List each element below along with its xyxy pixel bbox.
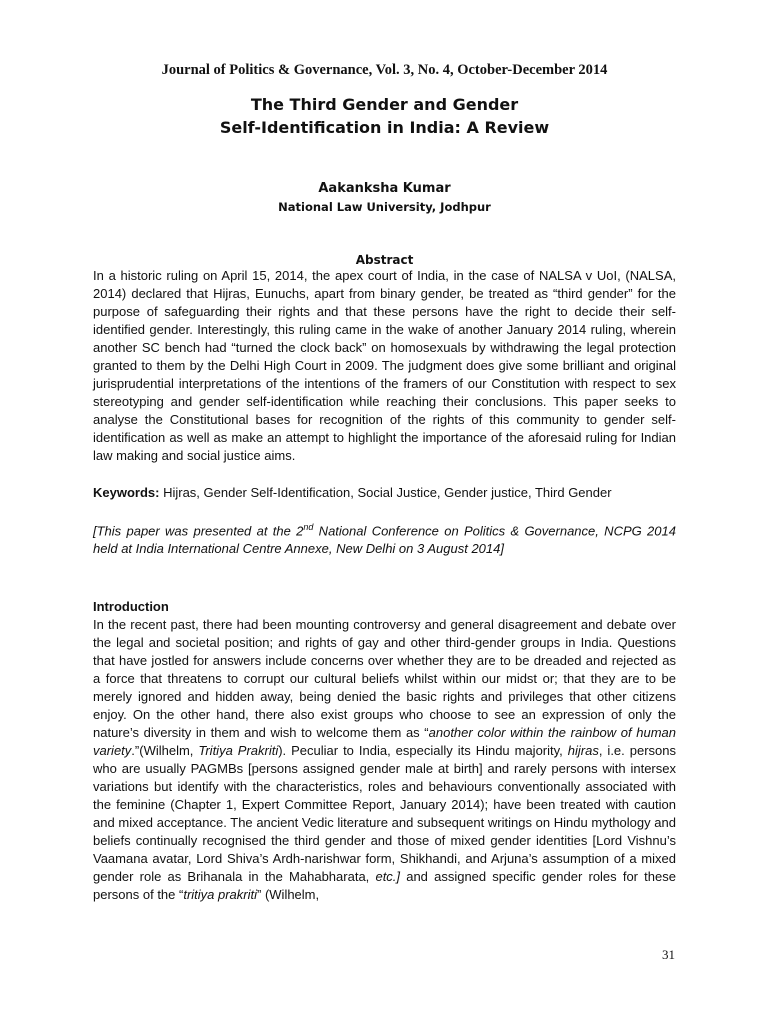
intro-text-5: and assigned specific gender roles for these persons of the “ xyxy=(93,869,676,903)
keywords-label: Keywords: xyxy=(93,485,160,500)
abstract-heading: Abstract xyxy=(355,253,414,267)
author-name: Aakanksha Kumar xyxy=(318,181,451,196)
title-line-2: Self-Identification in India: A Review xyxy=(219,118,550,137)
page-content xyxy=(93,62,676,904)
keywords xyxy=(93,484,676,502)
author-affiliation: National Law University, Jodhpur xyxy=(278,200,491,214)
intro-italic-1: another color within the rainbow of human variety xyxy=(93,725,676,759)
intro-italic-4: etc.] xyxy=(375,869,401,885)
introduction-heading: Introduction xyxy=(93,599,169,615)
intro-italic-3: hijras xyxy=(567,743,599,759)
note-part-1: [This paper was presented at the 2 xyxy=(93,523,304,539)
keywords-text: Hijras, Gender Self-Identification, Social Justice, Gender justice, Third Gender xyxy=(159,485,612,500)
intro-text-3: ). Peculiar to India, especially its Hindu majority, xyxy=(278,743,568,759)
paper-title xyxy=(93,93,676,139)
intro-text-6: ” (Wilhelm, xyxy=(257,887,320,903)
intro-text-1: In the recent past, there had been mounting controversy and general disagreement and debate over the legal and societal position; and rights of gay and other third-gender groups in India. Questions that have jostled for answers include concerns over whether they are to be dreaded and rejected as a force that threatens to corrupt our cultural beliefs whilst within our midst or; that they are to be merely ignored and hidden away, being denied the basic rights and privileges that other citizens enjoy. On the other hand, there also exist groups who choose to see an expression of only the nature’s diversity in them and wish to welcome them as “ xyxy=(93,617,676,741)
intro-italic-5: tritiya prakriti xyxy=(183,887,258,903)
intro-italic-2: Tritiya Prakriti xyxy=(198,743,279,759)
title-line-1: The Third Gender and Gender xyxy=(250,95,519,114)
introduction-text xyxy=(93,616,676,904)
journal-header: Journal of Politics & Governance, Vol. 3, No. 4, October-December 2014 xyxy=(161,62,608,78)
presentation-note xyxy=(93,518,676,558)
intro-text-4: , i.e. persons who are usually PAGMBs [persons assigned gender male at birth] and rarely persons with intersex variations but identify with the characteristics, roles and behaviours conventionally associated with the feminine (Chapter 1, Expert Committee Report, January 2014); have been treated with caution and mixed acceptance. The ancient Vedic literature and subsequent writings on Hindu mythology and beliefs continually recognised the third gender and those of mixed gender identities [Lord Vishnu’s Vaamana avatar, Lord Shiva’s Ardh-narishwar form, Shikhandi, and Arjuna’s assumption of a mixed gender role as Brihanala in the Mahabharata, xyxy=(93,743,676,885)
note-superscript: nd xyxy=(303,522,314,532)
intro-text-2: .”(Wilhelm, xyxy=(131,743,199,759)
abstract-text: In a historic ruling on April 15, 2014, the apex court of India, in the case of NALSA v UoI, (NALSA, 2014) declared that Hijras, Eunuchs, apart from binary gender, be treated as “third gender” for the purpose of safeguarding their rights and that these persons have the right to decide their self-identified gender. Interestingly, this ruling came in the wake of another January 2014 ruling, wherein another SC bench had “turned the clock back” on homosexuals by withdrawing the legal protection granted to them by the Delhi High Court in 2009. The judgment does give some brilliant and original jurisprudential interpretations of the intentions of the framers of our Constitution with respect to sex stereotyping and gender self-identification while reaching their conclusions. This paper seeks to analyse the Constitutional bases for recognition of the rights of this community to gender self-identification as well as make an attempt to highlight the importance of the aforesaid ruling for Indian law making and social justice aims. xyxy=(93,268,676,463)
note-part-2: National Conference on Politics & Governance, NCPG 2014 held at India International Centre Annexe, New Delhi on 3 August 2014] xyxy=(93,523,676,557)
page-number: 31 xyxy=(662,947,675,962)
